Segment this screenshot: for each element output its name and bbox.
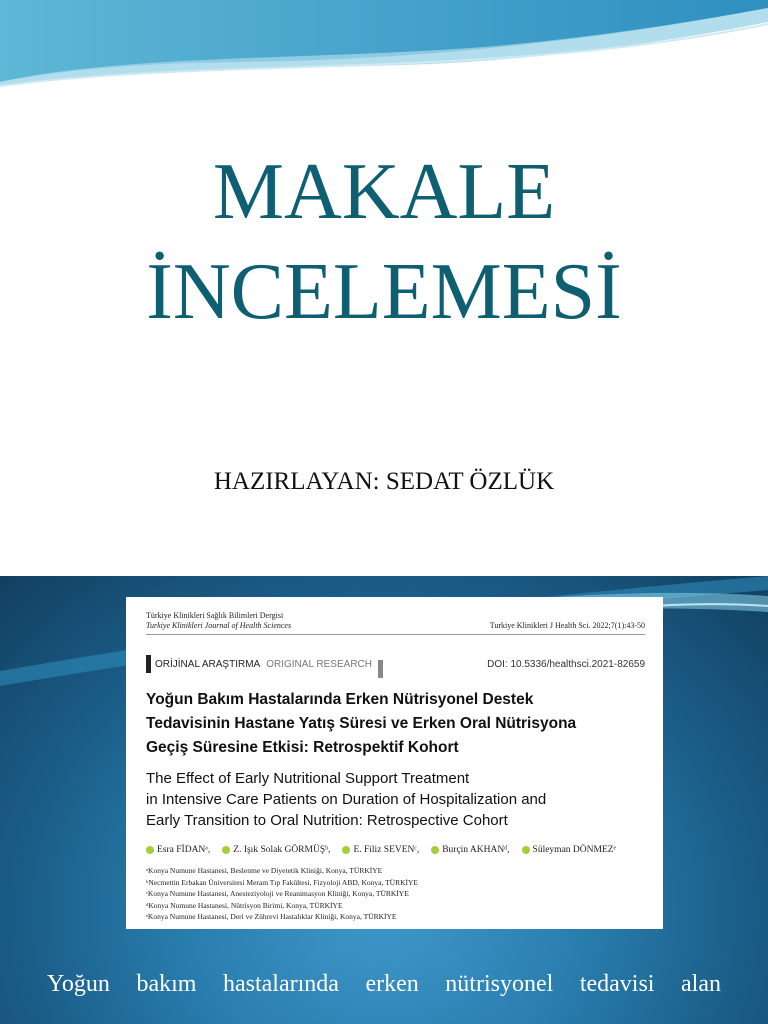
author-name: Esra FİDANᵃ, [157,845,211,855]
orcid-icon [146,846,154,854]
author [522,845,616,855]
article-type-en: ORIGINAL RESEARCH [266,658,372,670]
title-tr-line: Tedavisinin Hastane Yatış Süresi ve Erken Oral Nütrisyona [146,715,577,732]
doi: DOI: 10.5336/healthsci.2021-82659 [487,658,645,670]
author [146,845,210,855]
orcid-icon [342,846,350,854]
citation: Turkiye Klinikleri J Health Sci. 2022;7(1):43-50 [489,621,645,630]
title-tr-line: Yoğun Bakım Hastalarında Erken Nütrisyonel Destek [146,691,534,708]
title-line-1: MAKALE [212,148,556,236]
slide-body-text: Yoğun bakım hastalarında erken nütrisyonel tedavisi alan [47,971,721,997]
title-en-line: Early Transition to Oral Nutrition: Retrospective Cohort [146,812,508,829]
journal-name-tr: Türkiye Klinikleri Sağlık Bilimleri Dergisi [146,611,284,620]
author-list [146,845,645,855]
type-marker-2 [378,660,383,678]
author [431,845,509,855]
journal-name-en: Turkiye Klinikleri Journal of Health Sciences [146,621,292,630]
author [222,845,330,855]
header-rule [146,634,645,635]
affiliation: ᵈKonya Numune Hastanesi, Nütrisyon Birimi, Konya, TÜRKİYE [146,900,343,910]
affiliation: ᶜKonya Numune Hastanesi, Anesteziyoloji ve Reanimasyon Kliniği, Konya, TÜRKİYE [146,889,409,898]
content-slide [0,576,768,1024]
orcid-icon [222,846,230,854]
orcid-icon [522,846,530,854]
decorative-wave-top [0,0,768,90]
title-tr-line: Geçiş Süresine Etkisi: Retrospektif Kohort [146,739,459,756]
title-en-line: The Effect of Early Nutritional Support Treatment [146,770,470,787]
article-screenshot [126,597,663,929]
author-name: Z. Işık Solak GÖRMÜŞᵇ, [233,845,331,855]
affiliation-list [146,865,645,923]
affiliation: ᵉKonya Numune Hastanesi, Deri ve Zührevi Hastalıklar Kliniği, Konya, TÜRKİYE [146,912,397,921]
orcid-icon [431,846,439,854]
type-marker [146,655,151,673]
article-type-bar [146,650,645,678]
author-name: E. Filiz SEVENᶜ, [353,845,420,855]
affiliation: ᵇNecmettin Erbakan Üniversitesi Meram Tıp Fakültesi, Fizyoloji ABD, Konya, TÜRKİYE [146,877,419,887]
author-name: Burçin AKHANᵈ, [442,845,510,855]
journal-header [146,611,645,631]
article-title-tr [146,688,645,760]
author [342,845,419,855]
affiliation: ᵃKonya Numune Hastanesi, Beslenme ve Diyetetik Kliniği, Konya, TÜRKİYE [146,866,383,875]
slide-subtitle: HAZIRLAYAN: SEDAT ÖZLÜK [213,468,555,495]
slide-title [0,142,768,342]
title-en-line: in Intensive Care Patients on Duration of Hospitalization and [146,791,547,808]
author-name: Süleyman DÖNMEZᵉ [532,845,616,855]
title-line-2: İNCELEMESİ [146,248,622,336]
article-title-en [146,768,645,831]
article-type-tr: ORİJİNAL ARAŞTIRMA [155,658,261,670]
